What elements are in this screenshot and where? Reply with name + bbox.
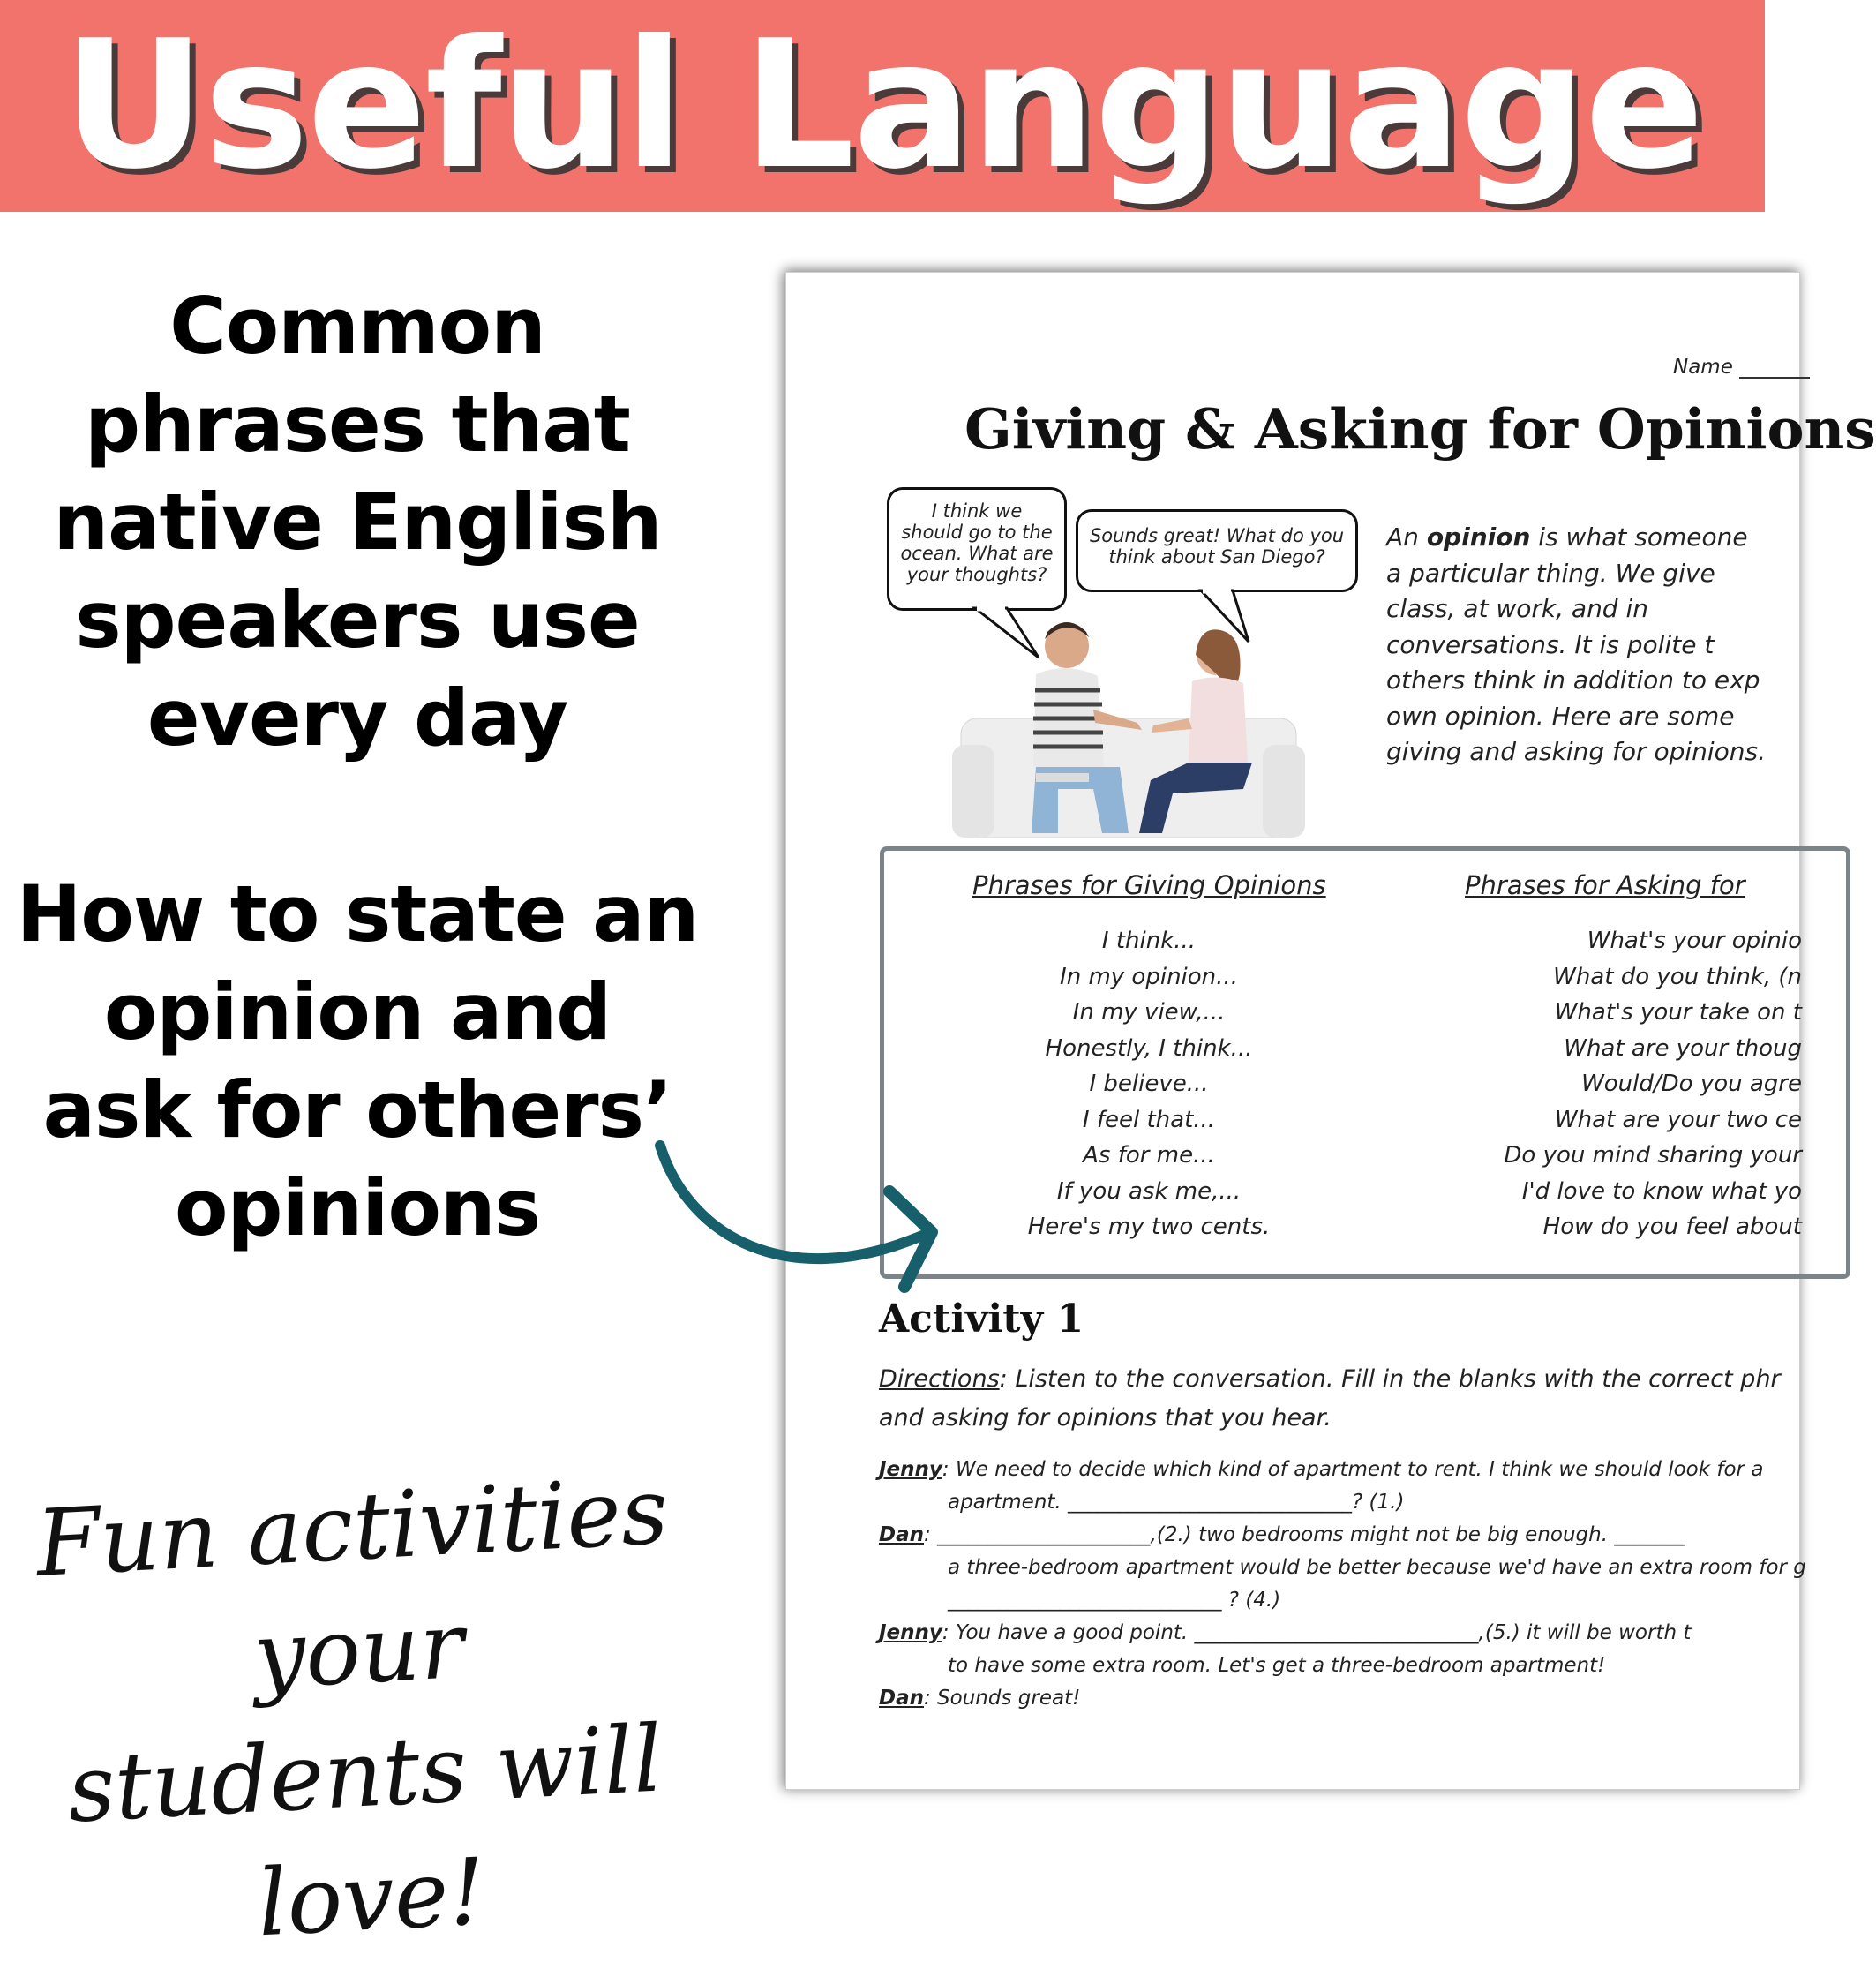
- feature-common-phrases: [9, 277, 706, 767]
- feature-line: Common: [169, 281, 545, 372]
- bubble-line: should go to the: [901, 522, 1053, 543]
- intro-line: class, at work, and in: [1386, 594, 1649, 623]
- feature-line: opinion and: [103, 966, 612, 1057]
- speaker-name: Jenny: [879, 1621, 942, 1644]
- header-banner: [0, 0, 1765, 212]
- list-item: Do you mind sharing your: [1504, 1142, 1802, 1169]
- dialog-line: Dan: _____________________,(2.) two bedrooms might not be big enough. _______: [879, 1523, 1685, 1546]
- bubble-line: ocean. What are: [900, 543, 1054, 564]
- feature-state-opinion: [9, 865, 706, 1257]
- activity-directions: [879, 1360, 1850, 1438]
- list-item: In my opinion...: [1060, 963, 1238, 990]
- giving-phrases-list: [990, 923, 1308, 1245]
- list-item: What's your opinio: [1587, 928, 1802, 954]
- list-item: What are your thoug: [1564, 1034, 1802, 1062]
- directions-line: Directions: Listen to the conversation. Fill in the blanks with the correct phr: [879, 1365, 1781, 1393]
- speaker-name: Jenny: [879, 1458, 942, 1481]
- speaker-name: Dan: [879, 1523, 924, 1546]
- couple-on-couch-image: [952, 613, 1305, 838]
- tagline-line: students will love!: [64, 1704, 665, 1958]
- feature-line: native English: [53, 477, 662, 568]
- list-item: Here's my two cents.: [1027, 1214, 1271, 1240]
- intro-line: conversations. It is polite t: [1386, 629, 1715, 659]
- bubble-line: think about San Diego?: [1108, 546, 1325, 568]
- speech-bubble-woman: [1076, 509, 1358, 592]
- name-blank-line: [1739, 377, 1810, 379]
- list-item: I'd love to know what yo: [1521, 1177, 1802, 1205]
- dialog-line: apartment. ____________________________? (1.): [948, 1491, 1405, 1514]
- list-item: What do you think, (n: [1553, 963, 1802, 990]
- feature-line: speakers use: [75, 575, 640, 665]
- activity-title: Activity 1: [879, 1297, 1084, 1342]
- list-item: What are your two ce: [1554, 1106, 1802, 1133]
- bubble-line: Sounds great! What do you: [1089, 525, 1345, 546]
- list-item: Would/Do you agre: [1581, 1071, 1802, 1097]
- dialog-line: ___________________________ ? (4.): [948, 1589, 1281, 1612]
- list-item: I feel that...: [1082, 1106, 1216, 1133]
- phrases-box: [880, 846, 1850, 1279]
- intro-line: giving and asking for opinions.: [1386, 737, 1767, 766]
- bubble-line: your thoughts?: [906, 564, 1047, 585]
- list-item: As for me...: [1083, 1142, 1215, 1169]
- worksheet-preview: [785, 272, 1876, 1790]
- dialog-line: a three-bedroom apartment would be better because we'd have an extra room for g: [948, 1556, 1806, 1579]
- directions-line: and asking for opinions that you hear.: [879, 1404, 1332, 1432]
- feature-line: phrases that: [85, 379, 630, 470]
- fun-activities-tagline: [14, 1447, 709, 1976]
- feature-line: How to state an: [16, 868, 699, 959]
- list-item: What's your take on t: [1554, 999, 1802, 1026]
- asking-phrases-list: [1449, 923, 1802, 1245]
- tagline-line: Fun activities your: [34, 1456, 671, 1710]
- bubble-line: I think we: [931, 500, 1023, 522]
- intro-line: An opinion is what someone: [1386, 522, 1748, 552]
- directions-label: Directions: [879, 1365, 1000, 1393]
- list-item: In my view,...: [1072, 999, 1226, 1026]
- dialog-line: Dan: Sounds great!: [879, 1687, 1081, 1710]
- speech-bubble-man: [887, 487, 1067, 611]
- dialog-line: Jenny: We need to decide which kind of apartment to rent. I think we should look for a: [879, 1458, 1764, 1481]
- curved-arrow-icon: [653, 1139, 971, 1297]
- worksheet-title: Giving & Asking for Opinions: [964, 396, 1876, 462]
- list-item: I think...: [1101, 928, 1197, 954]
- intro-paragraph: [1386, 520, 1827, 771]
- giving-opinions-heading: Phrases for Giving Opinions: [972, 870, 1326, 900]
- feature-line: opinions: [175, 1162, 540, 1253]
- banner-title: Useful Language: [62, 3, 1703, 208]
- intro-line: others think in addition to exp: [1386, 665, 1760, 695]
- list-item: If you ask me,...: [1056, 1177, 1242, 1205]
- activity-dialog: [879, 1454, 1850, 1715]
- feature-line: ask for others’: [42, 1064, 672, 1155]
- intro-line: own opinion. Here are some: [1386, 701, 1735, 731]
- list-item: How do you feel about: [1542, 1214, 1802, 1240]
- feature-line: every day: [146, 673, 568, 763]
- speaker-name: Dan: [879, 1687, 924, 1710]
- list-item: Honestly, I think...: [1045, 1034, 1253, 1062]
- name-label: Name: [1673, 356, 1733, 379]
- list-item: I believe...: [1089, 1071, 1209, 1097]
- asking-opinions-heading: Phrases for Asking for: [1465, 870, 1745, 900]
- opinion-keyword: opinion: [1426, 522, 1531, 552]
- intro-line: a particular thing. We give: [1386, 558, 1715, 588]
- dialog-line: Jenny: You have a good point. ____________________________,(5.) it will be worth t: [879, 1621, 1692, 1644]
- dialog-line: to have some extra room. Let's get a three-bedroom apartment!: [948, 1654, 1606, 1677]
